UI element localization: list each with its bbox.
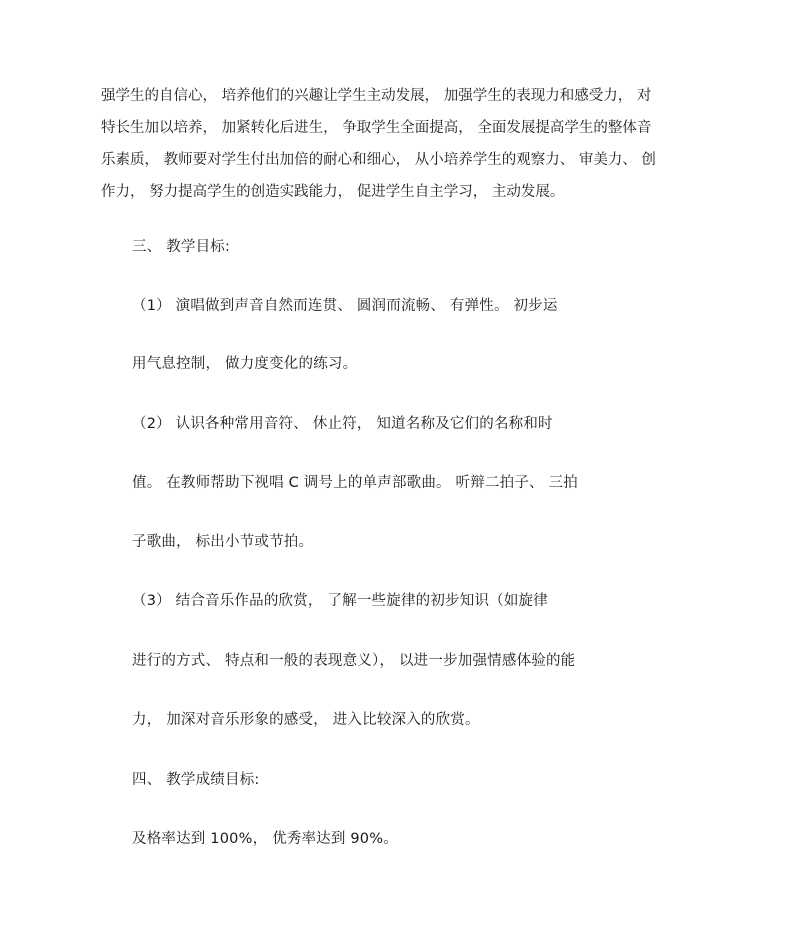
paragraph-line [101,118,693,150]
intro-paragraph [101,86,693,214]
paragraph-line [101,150,693,182]
objective-3-line-3: 力， 加深对音乐形象的感受， 进入比较深入的欣赏。 [132,712,480,728]
objective-3-line-2: 进行的方式、 特点和一般的表现意义）， 以进一步加强情感体验的能 [132,653,576,669]
section-four-heading: 四、 教学成绩目标: [132,772,260,788]
grade-target-line: 及格率达到 100%， 优秀率达到 90%。 [132,831,398,847]
objective-2-line-3: 子歌曲， 标出小节或节拍。 [132,534,314,550]
paragraph-line-text: 作力， 努力提高学生的创造实践能力， 促进学生自主学习， 主动发展。 [101,184,565,200]
section-three-heading: 三、 教学目标: [132,239,231,255]
paragraph-line [101,182,693,214]
paragraph-line-text: 强学生的自信心， 培养他们的兴趣让学生主动发展， 加强学生的表现力和感受力， 对 [101,88,652,104]
objective-3-line-1: （3） 结合音乐作品的欣赏， 了解一些旋律的初步知识（如旋律 [132,593,548,609]
objective-2-line-1: （2） 认识各种常用音符、 休止符， 知道名称及它们的名称和时 [132,416,553,432]
objective-1-line-2: 用气息控制， 做力度变化的练习。 [132,356,358,372]
paragraph-line-text: 乐素质， 教师要对学生付出加倍的耐心和细心， 从小培养学生的观察力、 审美力、 创 [101,152,656,168]
paragraph-line [101,86,693,118]
objective-2-line-2: 值。 在教师帮助下视唱 C 调号上的单声部歌曲。 听辩二拍子、 三拍 [132,475,578,491]
objective-1-line-1: （1） 演唱做到声音自然而连贯、 圆润而流畅、 有弹性。 初步运 [132,298,558,314]
paragraph-line-text: 特长生加以培养， 加紧转化后进生， 争取学生全面提高， 全面发展提高学生的整体音 [101,120,652,136]
